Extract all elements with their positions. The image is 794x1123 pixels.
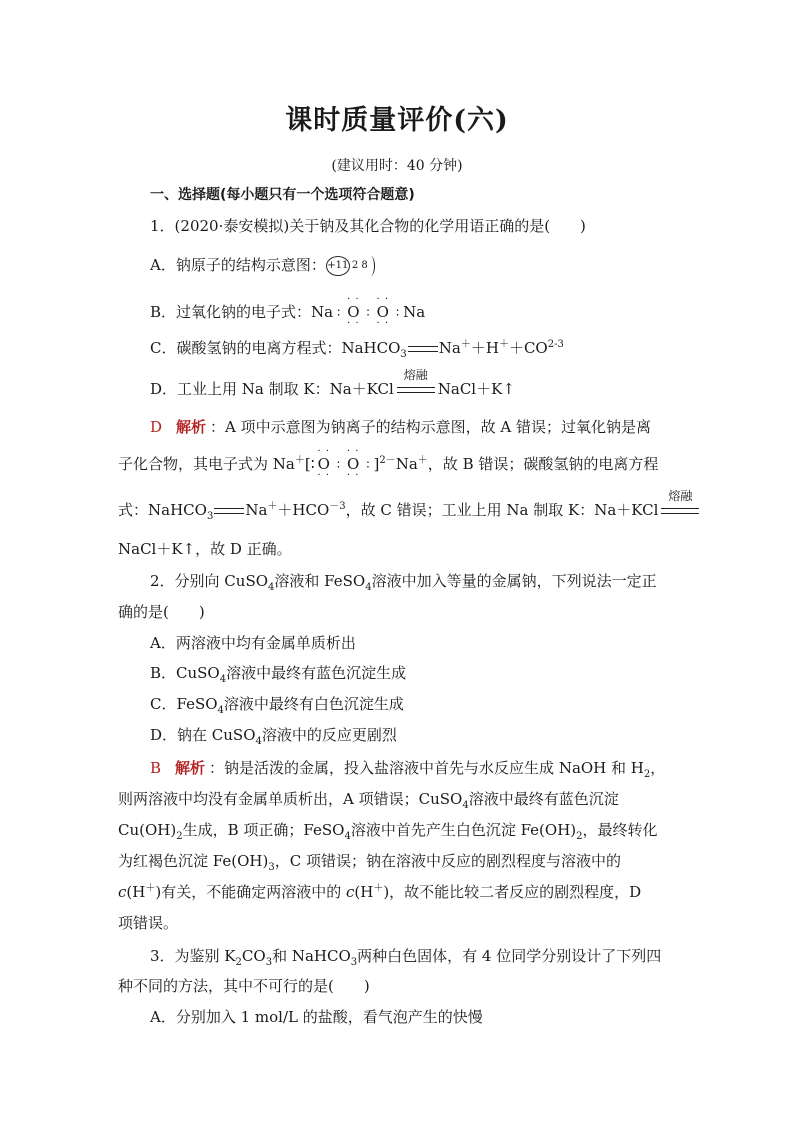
q1-analysis-line-3: 式：NaHCO$_3$ $Na^++HCO^{-3}$，故 C 错误；工业上用 Na 制取 K：Na＋KCl 熔融 (118, 499, 702, 521)
q1-option-a-text: A．钠原子的结构示意图： (150, 256, 326, 274)
oxygen-dotted-2: · · O · · (374, 301, 392, 323)
oxygen-dotted-1: · · O · · (344, 301, 362, 323)
melting-condition: 熔融 (397, 378, 435, 400)
q1-option-a (150, 254, 375, 277)
atom-nucleus-icon: +11 (326, 256, 350, 276)
q1-option-d: D．工业上用 Na 制取 K：Na＋KCl 熔融 NaCl＋K↑ (150, 368, 515, 398)
q2-option-d: D．钠在 CuSO$_4$溶液中的反应更剧烈 (150, 726, 397, 747)
equals-sign-icon (661, 508, 699, 514)
q1-analysis-line-1: D 解析 ：A 项中示意图为钠离子的结构示意图，故 A 错误；过氧化钠是离 (150, 418, 652, 436)
q2-option-a: A．两溶液中均有金属单质析出 (150, 634, 356, 652)
shell-arc-icon (366, 256, 375, 276)
q2-analysis-line-4: 为红褐色沉淀 $Fe(OH)_3$，C 项错误；钠在溶液中反应的剧烈程度与溶液中的 (118, 852, 621, 873)
q1-analysis-line-4: NaCl＋K↑，故 D 正确。 (118, 540, 292, 558)
q2-stem-line-2: 确的是( ) (118, 603, 205, 621)
q1-option-b-text: B．过氧化钠的电子式：Na (150, 303, 334, 321)
q1-option-c: C．碳酸氢钠的电离方程式：NaHCO$_3$ $Na^++H^++CO^{2-3}$ (150, 339, 564, 360)
analysis-label: 解析 (176, 418, 207, 436)
q3-option-a: A．分别加入 1 mol/L 的盐酸，看气泡产生的快慢 (150, 1008, 483, 1026)
q2-answer: B (150, 759, 162, 777)
section-heading: 一、选择题(每小题只有一个选项符合题意) (150, 187, 415, 203)
q2-analysis-line-1: B 解析 ：钠是活泼的金属，投入盐溶液中首先与水反应生成 NaOH 和 $H_2$， (150, 759, 666, 780)
q2-analysis-line-3: $Cu(OH)_2$生成，B 项正确；FeSO$_4$溶液中首先产生白色沉淀 $Fe(OH)_2$，最终转化 (118, 821, 658, 842)
electron-shells: 2 8 (351, 260, 368, 271)
suggested-time: (建议用时：40 分钟) (331, 158, 463, 174)
q1-analysis-line-2: 子化合物，其电子式为 Na＋[∶· · O · · ∶· · O · · ∶ ]$^{2-}$Na＋，故 B 错误；碳酸氢钠的电离方程 (118, 453, 658, 476)
q2-analysis-line-6: 项错误。 (118, 914, 179, 932)
equals-sign-icon (397, 387, 435, 393)
q2-analysis-line-5: c(H＋)有关，不能确定两溶液中的 c(H＋)，故不能比较二者反应的剧烈程度，D (118, 883, 642, 901)
q3-stem-line-2: 种不同的方法，其中不可行的是( ) (118, 977, 370, 995)
q1-option-b: B．过氧化钠的电子式：Na ∶· · O · · ∶· · O · · ∶ Na (150, 301, 425, 324)
equals-sign-icon (408, 346, 438, 352)
page-title: 课时质量评价(六) (285, 105, 509, 136)
equals-sign-icon (214, 508, 244, 514)
q1-stem: 1．(2020·泰安模拟)关于钠及其化合物的化学用语正确的是( ) (150, 217, 586, 235)
q2-analysis-line-2: 则两溶液中均没有金属单质析出，A 项错误；CuSO$_4$溶液中最终有蓝色沉淀 (118, 790, 619, 811)
q1-option-b-na: Na (403, 303, 426, 321)
q3-stem-line-1: 3．为鉴别 $K_2CO_3$和 NaHCO$_3$两种白色固体，有 4 位同学分别设计了下列四 (150, 947, 662, 968)
analysis-label: 解析 (175, 759, 206, 777)
q2-stem-line-1: 2．分别向 CuSO$_4$溶液和 FeSO$_4$溶液中加入等量的金属钠，下列说法一定正 (150, 572, 657, 593)
q2-option-c: C．FeSO$_4$溶液中最终有白色沉淀生成 (150, 695, 404, 716)
q2-option-b: B．CuSO$_4$溶液中最终有蓝色沉淀生成 (150, 664, 407, 685)
q1-answer: D (150, 418, 163, 436)
